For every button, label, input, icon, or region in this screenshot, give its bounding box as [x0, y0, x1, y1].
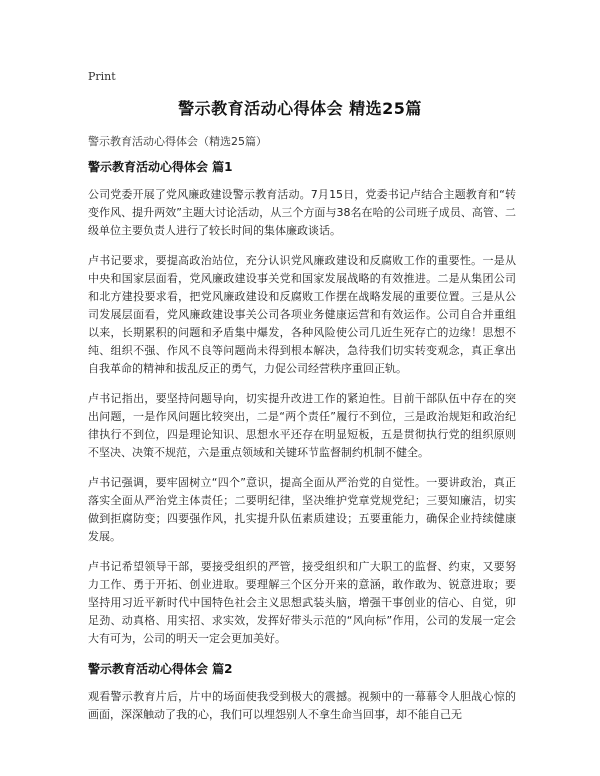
section-heading: 警示教育活动心得体会 篇2	[88, 662, 233, 676]
paragraph: 卢书记指出，要坚持问题导向，切实提升改进工作的紧迫性。目前干部队伍中存在的突出问题，一是作风问题比较突出，二是“两个责任”履行不到位，三是政治规矩和政治纪律执行不到位，四是理论知识、思想水平还存在明显短板，五是贯彻执行党的组织原则不坚决、决策不规范，六是重点领域和关键环节监督制约机制不健全。	[88, 392, 516, 459]
paragraph: 卢书记强调，要牢固树立“四个”意识，提高全面从严治党的自觉性。一要讲政治，真正落实全面从严治党主体责任；二要明纪律，坚决维护党章党规党纪；三要知廉洁，切实做到拒腐防变；四要强作风，扎实提升队伍素质建设；五要重能力，确保企业持续健康发展。	[88, 476, 516, 543]
section-heading: 警示教育活动心得体会 篇1	[88, 160, 233, 174]
paragraph: 公司党委开展了党风廉政建设警示教育活动。7月15日，党委书记卢结合主题教育和“转变作风、提升两效”主题大讨论活动，从三个方面与38名在哈的公司班子成员、高管、二级单位主要负责人进行了较长时间的集体廉政谈话。	[88, 188, 516, 237]
page-title: 警示教育活动心得体会 精选25篇	[178, 99, 422, 118]
section	[88, 660, 516, 724]
paragraph: 观看警示教育片后，片中的场面使我受到极大的震撼。视频中的一幕幕令人胆战心惊的画面，深深触动了我的心，我们可以埋怨别人不拿生命当回事，却不能自己无	[88, 690, 516, 721]
section	[88, 158, 516, 648]
paragraph: 卢书记希望领导干部，要接受组织的严管，接受组织和广大职工的监督、约束，又要努力工作、勇于开拓、创业进取。要理解三个区分开来的意涵，敢作敢为、锐意进取；要坚持用习近平新时代中国特色社会主义思想武装头脑，增强干事创业的信心、自觉，卯足劲、动真格、用实招、求实效，发挥好带头示范的“风向标”作用，公司的发展一定会大有可为，公司的明天一定会更加美好。	[88, 560, 516, 645]
print-link[interactable]: Print	[88, 70, 116, 83]
paragraph: 卢书记要求，要提高政治站位，充分认识党风廉政建设和反腐败工作的重要性。一是从中央和国家层面看，党风廉政建设事关党和国家发展战略的有效推进。二是从集团公司和北方建投要求看，把党风廉政建设和反腐败工作摆在战略发展的重要位置。三是从公司发展层面看，党风廉政建设事关公司各项业务健康运营和有效运作。公司自合并重组以来，长期累积的问题和矛盾集中爆发，各种风险使公司几近生死存亡的边缘！思想不纯、组织不强、作风不良等问题尚未得到根本解决，急待我们切实转变观念，真正拿出自我革命的精神和拔乱反正的勇气，力促公司经营秩序重回正轨。	[88, 254, 516, 375]
document-body	[88, 158, 516, 736]
document-subtitle: 警示教育活动心得体会（精选25篇）	[88, 135, 267, 148]
